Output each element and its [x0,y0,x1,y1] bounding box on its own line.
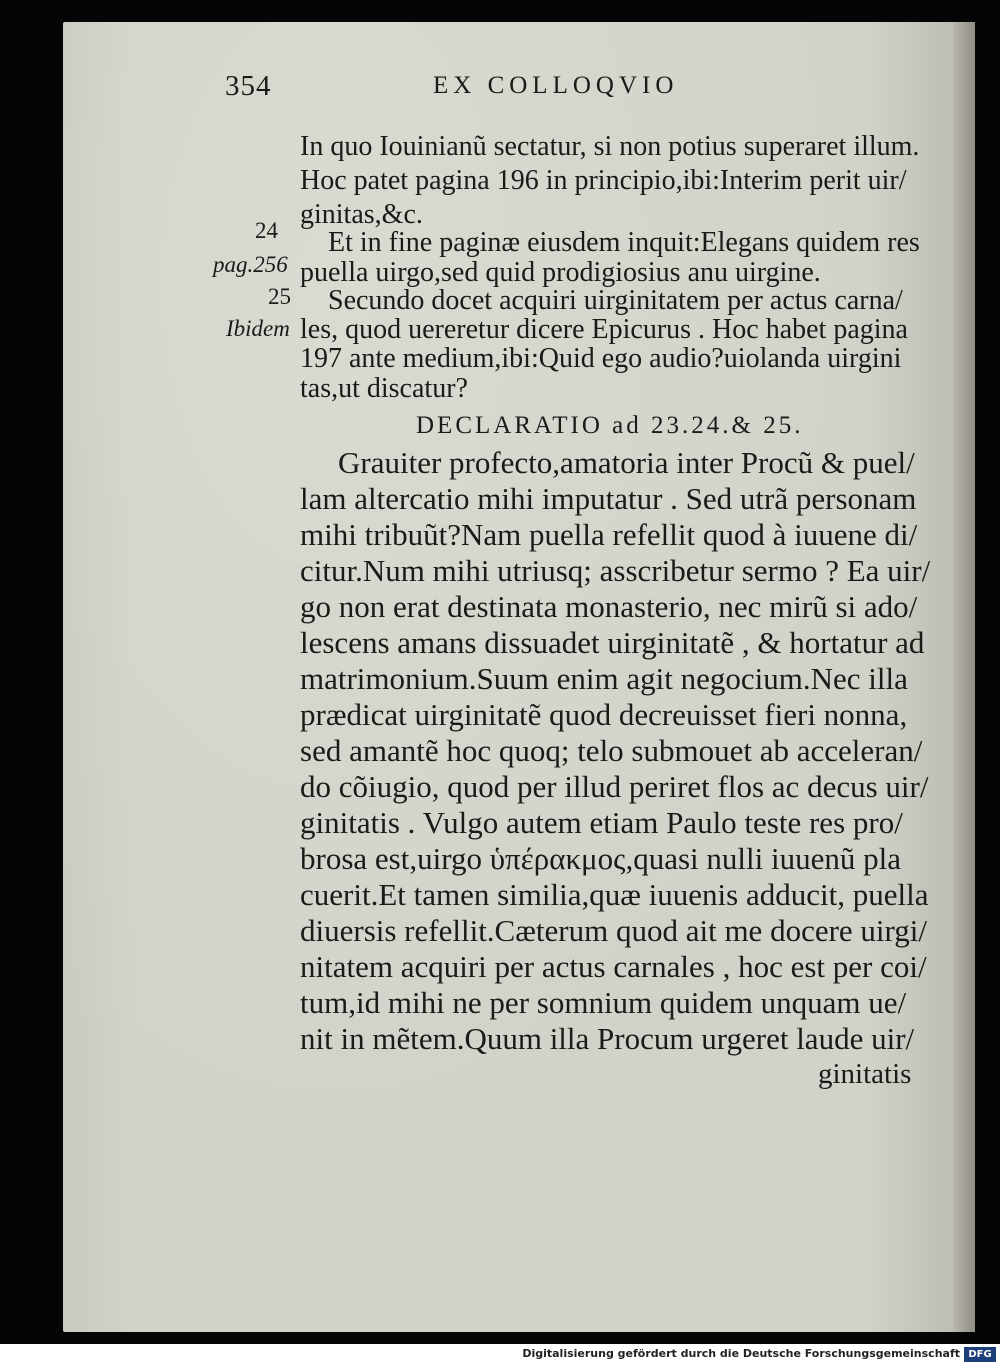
text-line: les, quod uereretur dicere Epicurus . Hoc habet pagina [300,314,908,345]
margin-note-25: 25 [268,284,291,309]
dfg-logo: DFG [964,1347,996,1362]
text-line: puella uirgo,sed quid prodigiosius anu uirgine. [300,257,821,288]
text-line: nit in mẽtem.Quum illa Procum urgeret laude uir/ [300,1021,915,1056]
text-line: Et in fine paginæ eiusdem inquit:Elegans quidem res [328,227,920,258]
text-line: brosa est,uirgo ὑπέρακμος,quasi nulli iuuenũ pla [300,841,901,876]
text-line: Secundo docet acquiri uirginitatem per actus carna/ [328,285,903,316]
text-line: diuersis refellit.Cæterum quod ait me docere uirgi/ [300,913,928,948]
text-line: prædicat uirginitatẽ quod decreuisset fieri nonna, [300,697,908,732]
text-line: tum,id mihi ne per somnium quidem unquam ue/ [300,985,907,1020]
page-header [225,70,745,104]
page-edge [953,22,975,1332]
footer-credit: Digitalisierung gefördert durch die Deutsche Forschungsgemeinschaft [522,1347,960,1360]
margin-note-ibidem: Ibidem [226,316,290,341]
text-line: lam altercatio mihi imputatur . Sed utrã personam [300,481,917,516]
margin-note-page-ref: pag.256 [213,252,288,277]
text-line: mihi tribuũt?Nam puella refellit quod à iuuene di/ [300,517,918,552]
text-line: Grauiter profecto,amatoria inter Procũ & puel/ [338,445,915,480]
footer-bar [0,1344,1000,1366]
text-line: lescens amans dissuadet uirginitatẽ , & hortatur ad [300,625,925,660]
declaratio-heading: DECLARATIO ad 23.24.& 25. [416,412,804,439]
text-line: sed amantẽ hoc quoq; telo submouet ab acceleran/ [300,733,923,768]
catchword: ginitatis [818,1058,912,1090]
text-line: matrimonium.Suum enim agit negocium.Nec illa [300,661,908,696]
text-line: Hoc patet pagina 196 in principio,ibi:Interim perit uir/ [300,165,907,196]
text-line: do cõiugio, quod per illud periret flos ac decus uir/ [300,769,929,804]
running-head: EX COLLOQVIO [433,72,679,99]
text-line: ginitatis . Vulgo autem etiam Paulo teste res pro/ [300,805,903,840]
margin-note-24: 24 [255,218,278,243]
text-line: tas,ut discatur? [300,373,468,404]
text-line: 197 ante medium,ibi:Quid ego audio?uiolanda uirgini [300,343,902,374]
text-line: In quo Iouinianũ sectatur, si non potius superaret illum. [300,131,920,162]
text-line: citur.Num mihi utriusq; asscribetur sermo ? Ea uir/ [300,553,931,588]
page-number: 354 [225,70,272,102]
text-line: ginitas,&c. [300,199,423,230]
text-line: cuerit.Et tamen similia,quæ iuuenis adducit, puella [300,877,929,912]
text-line: go non erat destinata monasterio, nec mirũ si ado/ [300,589,918,624]
text-line: nitatem acquiri per actus carnales , hoc est per coi/ [300,949,927,984]
